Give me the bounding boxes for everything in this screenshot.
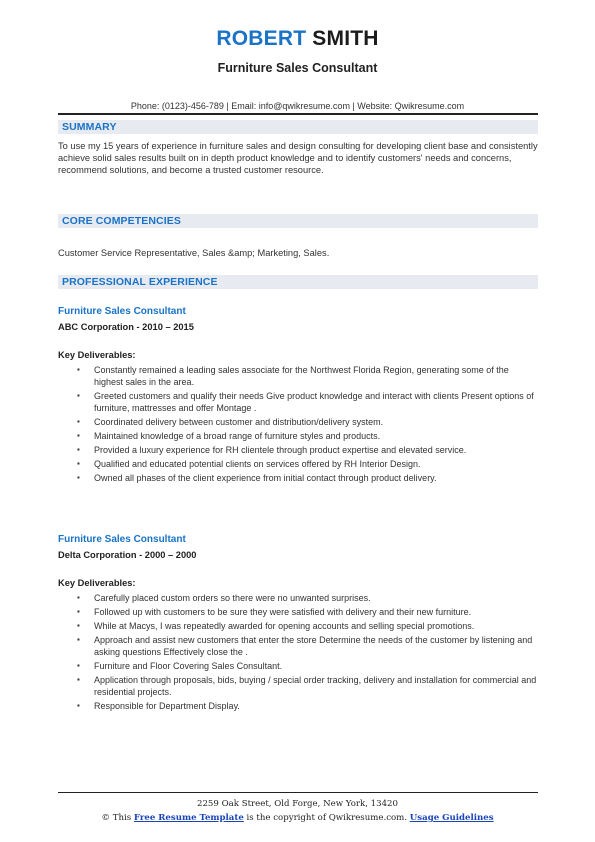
bullet-icon: ▪ — [77, 417, 80, 426]
bullet-icon: ▪ — [77, 621, 80, 630]
section-header-experience: PROFESSIONAL EXPERIENCE — [58, 275, 538, 289]
copyright-prefix: © This — [101, 813, 134, 823]
list-item: ▪ Provided a luxury experience for RH clientele through product expertise and elevated service. — [77, 445, 467, 455]
list-item: ▪ Furniture and Floor Covering Sales Consultant. — [77, 661, 283, 671]
bullet-icon: ▪ — [77, 365, 80, 374]
bullet-icon: ▪ — [77, 661, 80, 670]
list-item: ▪ Qualified and educated potential clients on services offered by RH Interior Design. — [77, 459, 421, 469]
list-item: ▪ Carefully placed custom orders so there were no unwanted surprises. — [77, 593, 371, 603]
first-name: ROBERT — [216, 27, 307, 50]
usage-guidelines-link[interactable]: Usage Guidelines — [409, 813, 494, 823]
bullet-icon: ▪ — [77, 635, 80, 644]
list-item: ▪ Maintained knowledge of a broad range of furniture styles and products. — [77, 431, 381, 441]
summary-text: To use my 15 years of experience in furniture sales and design consulting for developing client base and consistently achieve solid sales results built on in depth product knowledge and to identify customers' needs and concerns, recommend solutions, and become a trusted customer resource. — [58, 141, 538, 175]
copyright-middle: is the copyright of Qwikresume.com. — [243, 813, 410, 823]
contact-line: Phone: (0123)-456-789 | Email: info@qwikresume.com | Website: Qwikresume.com — [130, 101, 465, 111]
list-item: ▪ Owned all phases of the client experience from initial contact through product delivery. — [77, 473, 437, 483]
job-1-bullet-list — [58, 364, 538, 486]
list-item: ▪ Responsible for Department Display. — [77, 701, 240, 711]
footer-divider — [58, 792, 538, 793]
footer-copyright — [0, 813, 595, 823]
job-title-header: Furniture Sales Consultant — [217, 61, 378, 75]
list-item: ▪ Coordinated delivery between customer and distribution/delivery system. — [77, 417, 384, 427]
bullet-icon: ▪ — [77, 675, 80, 684]
list-item: ▪ Approach and assist new customers that enter the store Determine the needs of the customer by listening and asking questions Effectively close the . — [77, 635, 533, 657]
candidate-name — [0, 27, 595, 51]
bullet-icon: ▪ — [77, 391, 80, 400]
last-name: SMITH — [312, 27, 379, 50]
section-header-summary: SUMMARY — [58, 120, 538, 134]
competencies-text: Customer Service Representative, Sales &amp; Marketing, Sales. — [58, 248, 330, 258]
job-2-bullet-list — [58, 592, 538, 714]
list-item: ▪ Constantly remained a leading sales associate for the Northwest Florida Region, generating some of the highest sales in the area. — [77, 365, 509, 387]
bullet-icon: ▪ — [77, 473, 80, 482]
job-2-deliverables-label: Key Deliverables: — [58, 578, 136, 588]
list-item: ▪ Followed up with customers to be sure they were satisfied with delivery and their new furniture. — [77, 607, 472, 617]
footer-address: 2259 Oak Street, Old Forge, New York, 13420 — [196, 799, 398, 809]
list-item: ▪ Application through proposals, bids, buying / special order tracking, delivery and installation for commercial and residential projects. — [77, 675, 537, 697]
list-item: ▪ Greeted customers and qualify their needs Give product knowledge and interact with clients Present options of furniture, mattresses and offer Montage . — [77, 391, 534, 413]
section-header-competencies: CORE COMPETENCIES — [58, 214, 538, 228]
bullet-icon: ▪ — [77, 701, 80, 710]
bullet-icon: ▪ — [77, 593, 80, 602]
job-2-company: Delta Corporation - 2000 – 2000 — [58, 550, 197, 560]
job-1-deliverables-label: Key Deliverables: — [58, 350, 136, 360]
free-resume-template-link[interactable]: Free Resume Template — [133, 813, 244, 823]
bullet-icon: ▪ — [77, 431, 80, 440]
job-2-title: Furniture Sales Consultant — [58, 534, 186, 545]
bullet-icon: ▪ — [77, 445, 80, 454]
bullet-icon: ▪ — [77, 459, 80, 468]
header-divider — [58, 113, 538, 115]
list-item: ▪ While at Macys, I was repeatedly awarded for opening accounts and selling special promotions. — [77, 621, 475, 631]
job-1-company: ABC Corporation - 2010 – 2015 — [58, 322, 194, 332]
bullet-icon: ▪ — [77, 607, 80, 616]
job-1-title: Furniture Sales Consultant — [58, 306, 186, 317]
